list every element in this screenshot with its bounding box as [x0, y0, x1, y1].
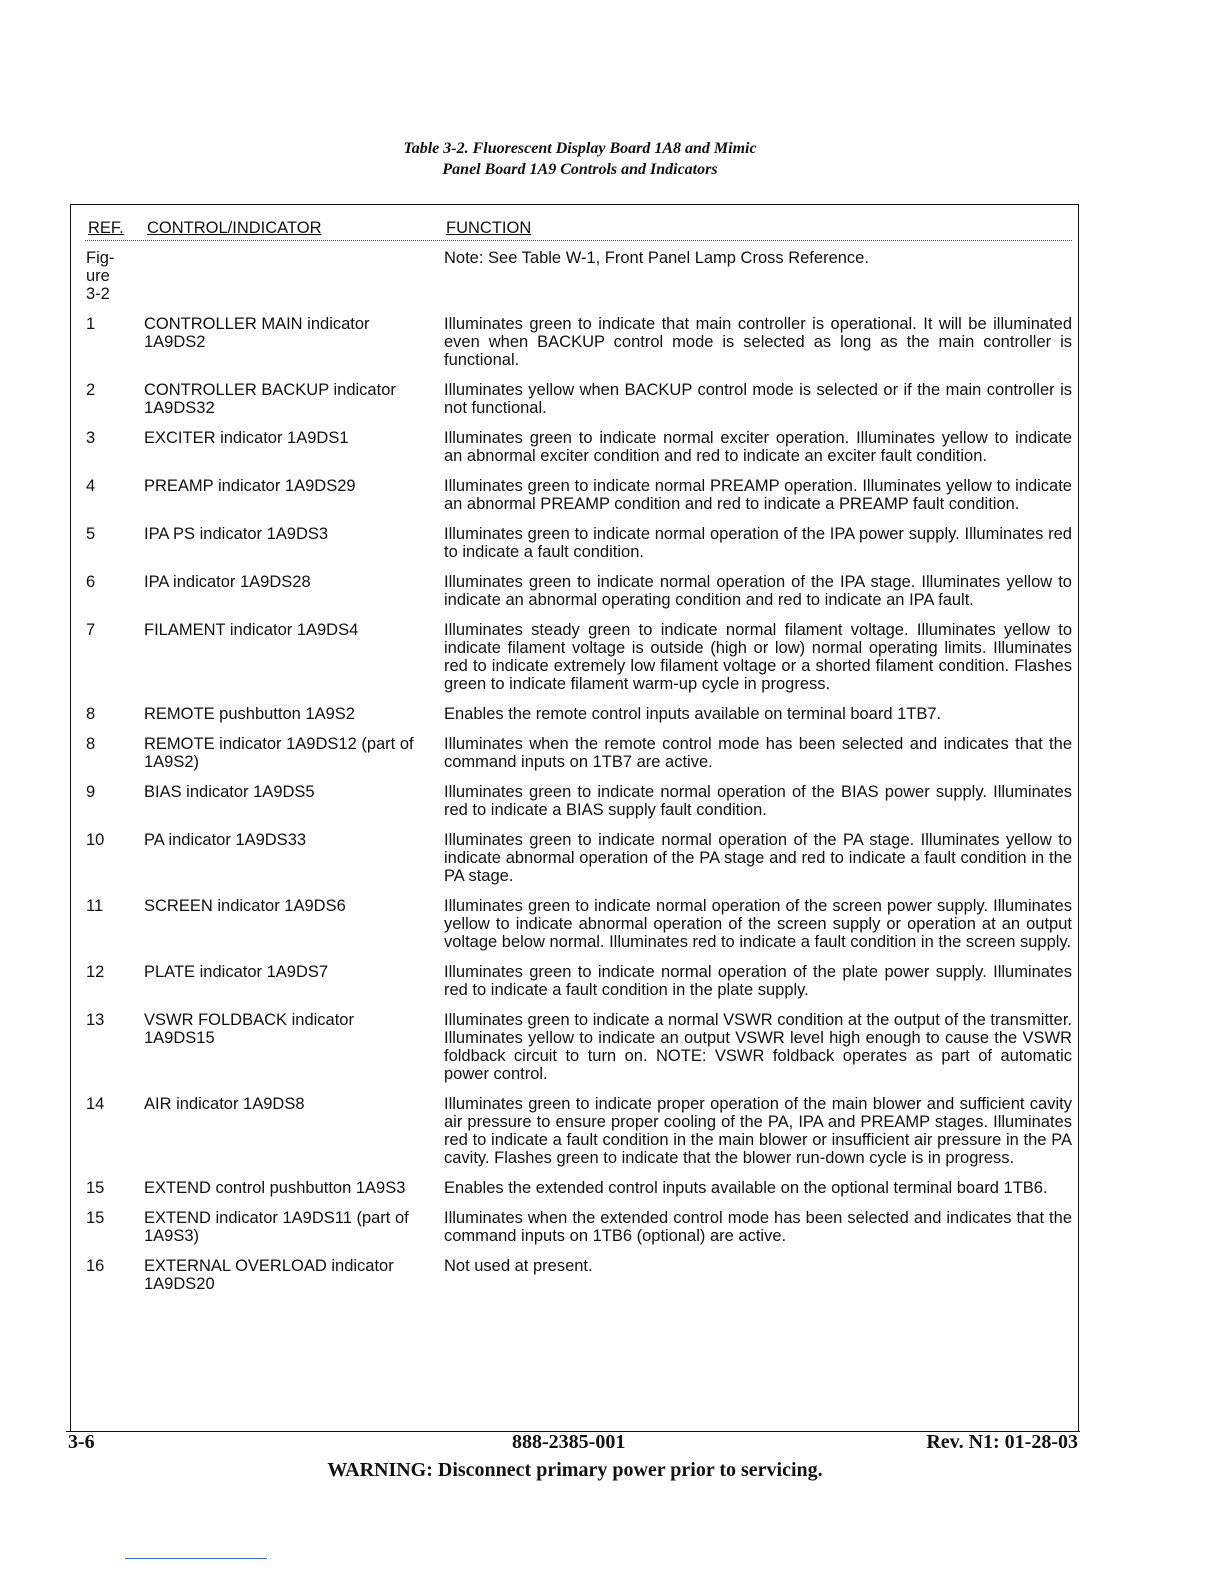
- control-cell: FILAMENT indicator 1A9DS4: [144, 621, 359, 639]
- function-cell: Note: See Table W-1, Front Panel Lamp Cross Reference.: [444, 249, 869, 267]
- table-row: [71, 315, 1078, 369]
- function-cell: Illuminates green to indicate normal operation of the BIAS power supply. Illuminates red to indicate a BIAS supply fault condition.: [444, 783, 1072, 819]
- control-cell: EXCITER indicator 1A9DS1: [144, 429, 349, 447]
- function-cell: Illuminates green to indicate a normal VSWR condition at the output of the transmitter. Illuminates yellow to indicate an output VSWR level high enough to cause the VSWR foldback circuit to turn on. NOTE: VSWR foldback operates as part of automatic power control.: [444, 1011, 1072, 1083]
- function-cell: Illuminates green to indicate normal exciter operation. Illuminates yellow to indicate an abnormal exciter condition and red to indicate an exciter fault condition.: [444, 429, 1072, 465]
- function-cell: Enables the remote control inputs available on terminal board 1TB7.: [444, 705, 942, 723]
- ref-cell: 3: [86, 429, 96, 447]
- header-divider: [85, 240, 1072, 241]
- function-cell: Illuminates green to indicate normal operation of the screen power supply. Illuminates yellow to indicate abnormal operation of the screen supply or operation at an output voltage below normal. Illuminates red to indicate a fault condition in the screen supply.: [444, 897, 1072, 951]
- table-row: [71, 735, 1078, 771]
- ref-cell: 4: [86, 477, 96, 495]
- ref-cell: 1: [86, 315, 96, 333]
- ref-cell: 15: [86, 1179, 105, 1197]
- control-cell: VSWR FOLDBACK indicator 1A9DS15: [144, 1011, 354, 1047]
- caption-line-2: Panel Board 1A9 Controls and Indicators: [442, 161, 718, 178]
- table-row: [71, 1209, 1078, 1245]
- control-cell: AIR indicator 1A9DS8: [144, 1095, 305, 1113]
- ref-cell: 6: [86, 573, 96, 591]
- ref-cell: 16: [86, 1257, 105, 1275]
- ref-cell: 14: [86, 1095, 105, 1113]
- table-row: [71, 1011, 1078, 1083]
- function-cell: Illuminates green to indicate normal operation of the PA stage. Illuminates yellow to indicate abnormal operation of the PA stage and red to indicate a fault condition in the PA stage.: [444, 831, 1072, 885]
- function-cell: Illuminates green to indicate normal operation of the IPA stage. Illuminates yellow to indicate an abnormal operating condition and red to indicate an IPA fault.: [444, 573, 1072, 609]
- control-cell: REMOTE pushbutton 1A9S2: [144, 705, 355, 723]
- control-cell: PLATE indicator 1A9DS7: [144, 963, 329, 981]
- ref-cell: 11: [86, 897, 104, 915]
- control-cell: PREAMP indicator 1A9DS29: [144, 477, 356, 495]
- page-number: 3-6: [68, 1431, 95, 1453]
- control-cell: IPA PS indicator 1A9DS3: [144, 525, 329, 543]
- function-cell: Illuminates steady green to indicate normal filament voltage. Illuminates yellow to indicate filament voltage is outside (high or low) normal operating limits. Illuminates red to indicate extremely low filament voltage or a shorted filament condition. Flashes green to indicate filament warm-up cycle in progress.: [444, 621, 1072, 693]
- table-row: [71, 705, 1078, 723]
- table-row: [71, 381, 1078, 417]
- table-row: [71, 1095, 1078, 1167]
- table-row: [71, 525, 1078, 561]
- ref-cell: 8: [86, 705, 96, 723]
- control-cell: CONTROLLER BACKUP indicator 1A9DS32: [144, 381, 396, 417]
- caption-line-1: Table 3-2. Fluorescent Display Board 1A8 and Mimic: [403, 140, 757, 157]
- ref-cell: 15: [86, 1209, 105, 1227]
- function-cell: Illuminates green to indicate that main controller is operational. It will be illuminated even when BACKUP control mode is selected as long as the main controller is functional.: [444, 315, 1072, 369]
- control-cell: BIAS indicator 1A9DS5: [144, 783, 315, 801]
- header-function: FUNCTION: [446, 219, 532, 237]
- table-row: [71, 429, 1078, 465]
- function-cell: Enables the extended control inputs available on the optional terminal board 1TB6.: [444, 1179, 1048, 1197]
- control-cell: EXTEND indicator 1A9DS11 (part of 1A9S3): [144, 1209, 409, 1245]
- ref-cell: 12: [86, 963, 105, 981]
- control-cell: CONTROLLER MAIN indicator 1A9DS2: [144, 315, 370, 351]
- table-row: [71, 621, 1078, 693]
- function-cell: Illuminates green to indicate proper operation of the main blower and sufficient cavity air pressure to ensure proper cooling of the PA, IPA and PREAMP stages. Illuminates red to indicate a fault condition in the main blower or insufficient air pressure in the PA cavity. Flashes green to indicate that the blower run-down cycle is in progress.: [444, 1095, 1072, 1167]
- ref-cell: 2: [86, 381, 96, 399]
- table-caption: [0, 138, 1160, 180]
- control-cell: IPA indicator 1A9DS28: [144, 573, 311, 591]
- ref-cell: 9: [86, 783, 96, 801]
- table-row: [71, 1257, 1078, 1293]
- ref-cell: 10: [86, 831, 105, 849]
- header-control: CONTROL/INDICATOR: [147, 219, 322, 237]
- table-body: [71, 249, 1078, 1305]
- header-ref: REF.: [88, 219, 124, 237]
- function-cell: Illuminates green to indicate normal operation of the IPA power supply. Illuminates red to indicate a fault condition.: [444, 525, 1072, 561]
- function-cell: Illuminates when the extended control mode has been selected and indicates that the command inputs on 1TB6 (optional) are active.: [444, 1209, 1072, 1245]
- warning-notice: WARNING: Disconnect primary power prior to servicing.: [327, 1459, 823, 1481]
- control-cell: EXTERNAL OVERLOAD indicator 1A9DS20: [144, 1257, 394, 1293]
- table-row: [71, 573, 1078, 609]
- table-row: [71, 1179, 1078, 1197]
- function-cell: Illuminates green to indicate normal operation of the plate power supply. Illuminates red to indicate a fault condition in the plate supply.: [444, 963, 1072, 999]
- control-cell: REMOTE indicator 1A9DS12 (part of 1A9S2): [144, 735, 414, 771]
- function-cell: Illuminates yellow when BACKUP control mode is selected or if the main controller is not functional.: [444, 381, 1072, 417]
- table-row: [71, 783, 1078, 819]
- control-cell: EXTEND control pushbutton 1A9S3: [144, 1179, 406, 1197]
- control-cell: [144, 249, 444, 303]
- decorative-line: [125, 1558, 267, 1559]
- ref-cell: 8: [86, 735, 96, 753]
- document-number: 888-2385-001: [512, 1431, 626, 1453]
- control-cell: PA indicator 1A9DS33: [144, 831, 307, 849]
- table-row: [71, 249, 1078, 303]
- function-cell: Illuminates when the remote control mode has been selected and indicates that the command inputs on 1TB7 are active.: [444, 735, 1072, 771]
- ref-cell: Fig- ure 3-2: [86, 249, 115, 303]
- control-cell: SCREEN indicator 1A9DS6: [144, 897, 346, 915]
- ref-cell: 13: [86, 1011, 105, 1029]
- ref-cell: 5: [86, 525, 96, 543]
- ref-cell: 7: [86, 621, 96, 639]
- table-row: [71, 477, 1078, 513]
- function-cell: Not used at present.: [444, 1257, 593, 1275]
- table-row: [71, 897, 1078, 951]
- table-row: [71, 831, 1078, 885]
- controls-table: [70, 204, 1079, 1432]
- function-cell: Illuminates green to indicate normal PREAMP operation. Illuminates yellow to indicate an abnormal PREAMP condition and red to indicate a PREAMP fault condition.: [444, 477, 1072, 513]
- revision-label: Rev. N1: 01-28-03: [926, 1431, 1078, 1453]
- table-row: [71, 963, 1078, 999]
